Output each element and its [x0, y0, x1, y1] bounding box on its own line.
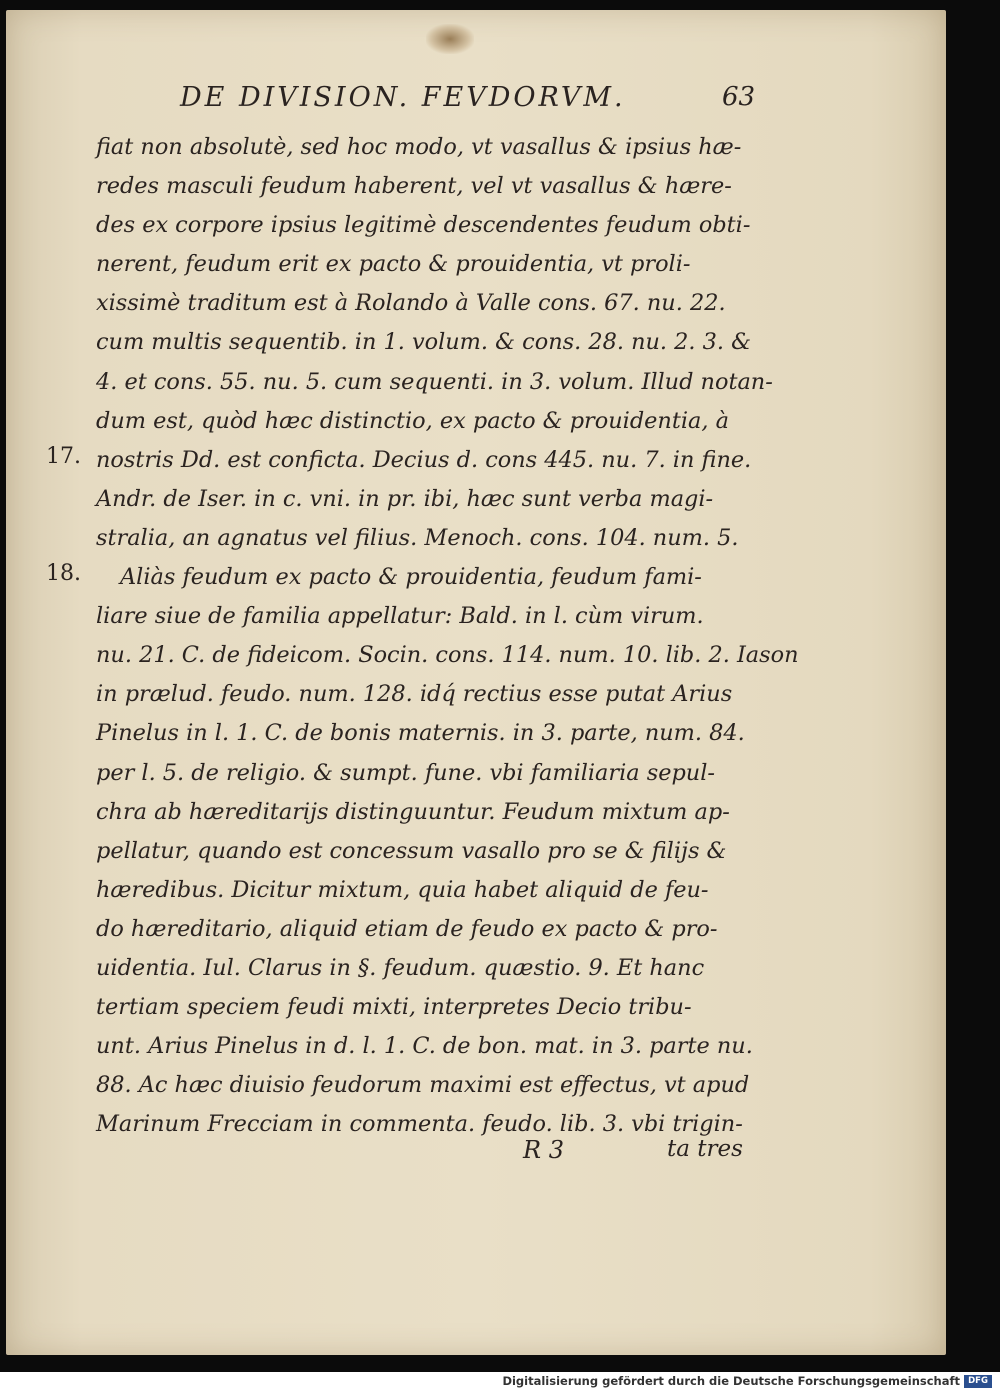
dfg-logo-icon: DFG [964, 1375, 992, 1388]
text-line: dum est, quòd hæc distinctio, ex pacto & prouidentia, à [96, 407, 729, 434]
text-line: Marinum Frecciam in commenta. feudo. lib. 3. vbi trigin- [96, 1111, 743, 1138]
text-line: uidentia. Iul. Clarus in §. feudum. quæstio. 9. Et hanc [96, 954, 705, 981]
text-line: Andr. de Iser. in c. vni. in pr. ibi, hæc sunt verba magi- [96, 485, 714, 512]
body-text [96, 128, 799, 1144]
text-line: nu. 21. C. de fideicom. Socin. cons. 114. num. 10. lib. 2. Iason [96, 642, 799, 669]
ink-stain [426, 24, 474, 54]
page-number: 63 [722, 82, 756, 112]
text-line: fiat non absolutè, sed hoc modo, vt vasallus & ipsius hæ- [96, 134, 742, 160]
text-line: unt. Arius Pinelus in d. l. 1. C. de bon. mat. in 3. parte nu. [96, 1033, 753, 1060]
text-line: per l. 5. de religio. & sumpt. fune. vbi familiaria sepul- [96, 759, 715, 786]
text-line: 4. et cons. 55. nu. 5. cum sequenti. in 3. volum. Illud notan- [96, 368, 773, 395]
signature-mark: R 3 [523, 1136, 564, 1164]
margin-number-17: 17. [46, 444, 81, 469]
text-line: des ex corpore ipsius legitimè descendentes feudum obti- [96, 212, 751, 239]
funding-credit: Digitalisierung gefördert durch die Deutsche Forschungsgemeinschaft [502, 1374, 960, 1388]
running-head: DE DIVISION. FEVDORVM. [180, 82, 626, 113]
catchword: ta tres [667, 1136, 743, 1162]
text-line: tertiam speciem feudi mixti, interpretes Decio tribu- [96, 994, 692, 1021]
text-line: pellatur, quando est concessum vasallo pro se & filijs & [96, 837, 727, 864]
text-line: stralia, an agnatus vel filius. Menoch. cons. 104. num. 5. [96, 524, 739, 551]
text-line: 88. Ac hæc diuisio feudorum maximi est effectus, vt apud [96, 1072, 750, 1099]
text-line: in prælud. feudo. num. 128. idq́ rectius esse putat Arius [96, 681, 733, 708]
text-line: hæredibus. Dicitur mixtum, quia habet aliquid de feu- [96, 876, 709, 903]
footer-bar [0, 1372, 1000, 1391]
margin-number-18: 18. [46, 561, 81, 586]
text-line: nerent, feudum erit ex pacto & prouidentia, vt proli- [96, 251, 691, 278]
text-line: liare siue de familia appellatur: Bald. in l. cùm virum. [96, 603, 704, 630]
text-line: redes masculi feudum haberent, vel vt vasallus & hære- [96, 173, 732, 200]
text-line: Pinelus in l. 1. C. de bonis maternis. in 3. parte, num. 84. [96, 720, 745, 747]
text-line: Aliàs feudum ex pacto & prouidentia, feudum fami- [120, 564, 702, 591]
text-line: cum multis sequentib. in 1. volum. & cons. 28. nu. 2. 3. & [96, 329, 752, 356]
text-line: xissimè traditum est à Rolando à Valle cons. 67. nu. 22. [96, 290, 726, 317]
text-line: do hæreditario, aliquid etiam de feudo ex pacto & pro- [96, 915, 718, 942]
text-line: chra ab hæreditarijs distinguuntur. Feudum mixtum ap- [96, 798, 730, 825]
text-line: nostris Dd. est conficta. Decius d. cons 445. nu. 7. in fine. [96, 446, 752, 473]
